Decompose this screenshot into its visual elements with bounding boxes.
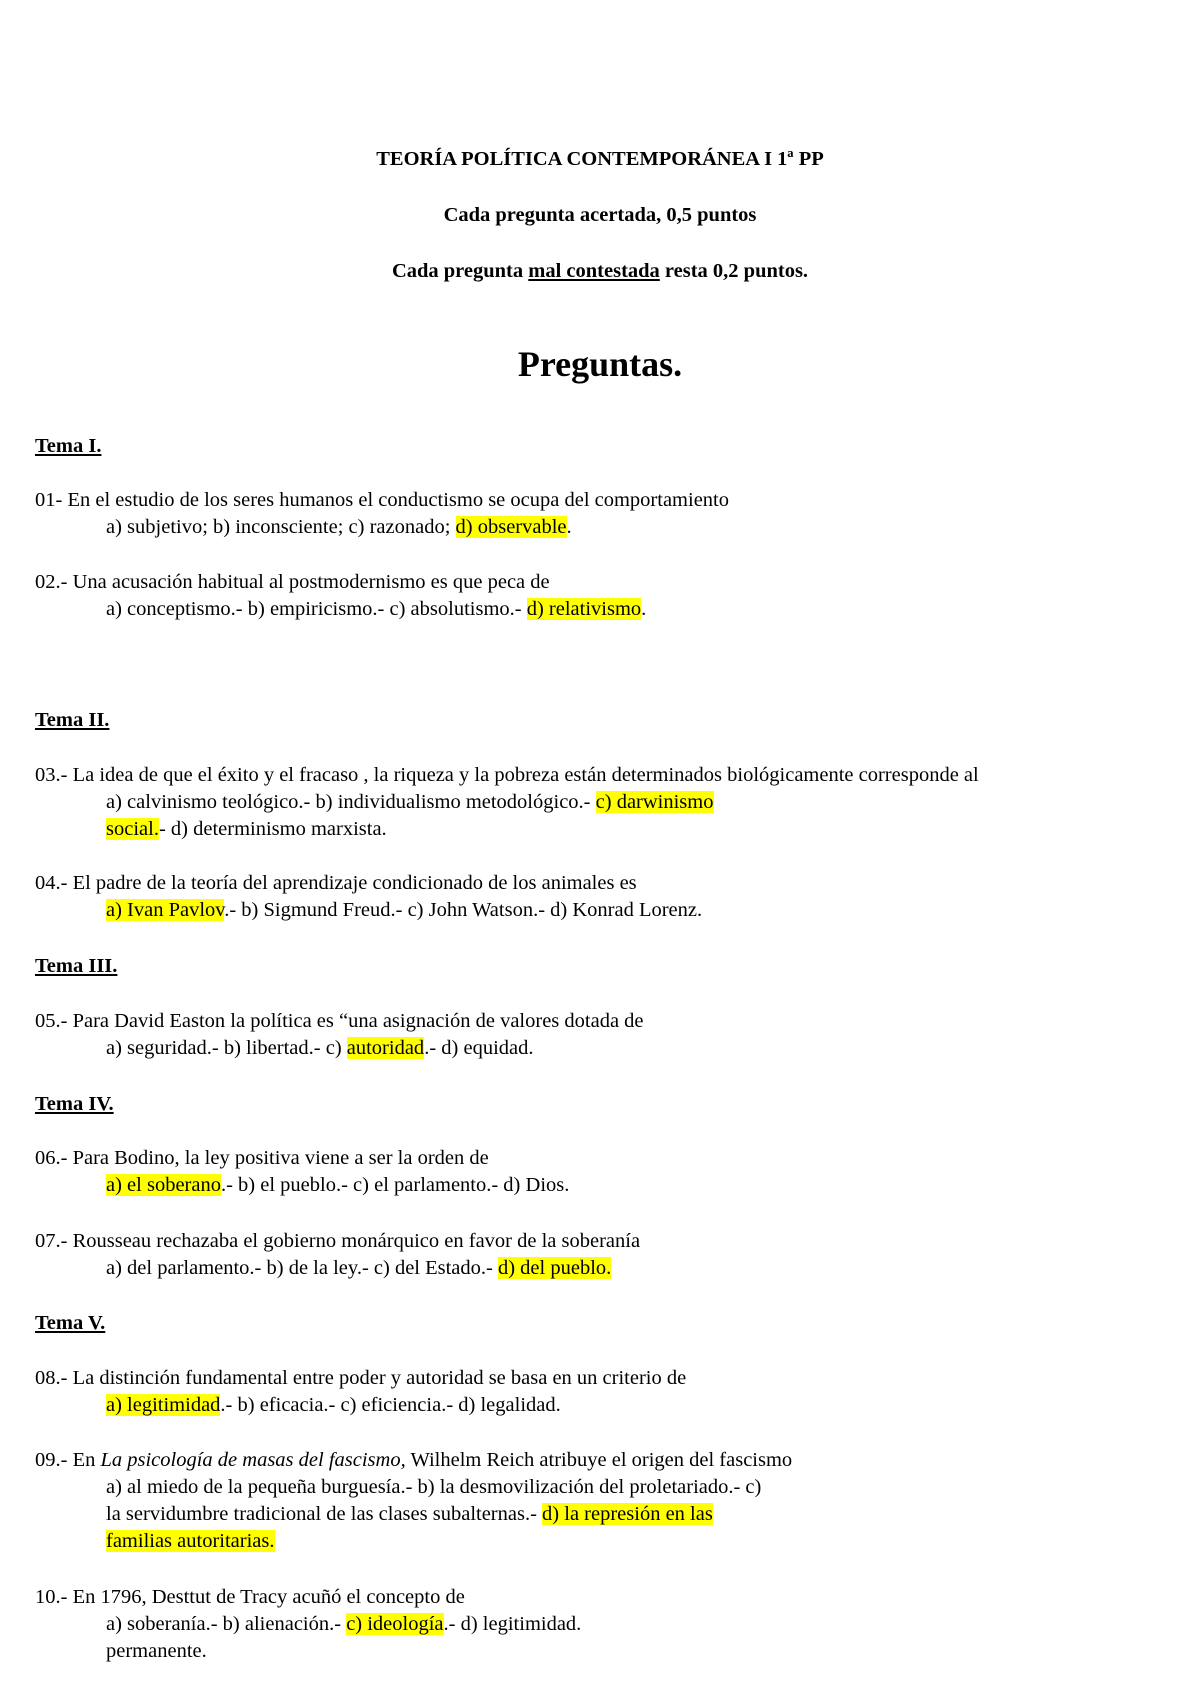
question-07-stem: 07.- Rousseau rechazaba el gobierno monárquico en favor de la soberanía: [35, 1230, 641, 1252]
question-02-stem: 02.- Una acusación habitual al postmodernismo es que peca de: [35, 571, 550, 593]
tema-heading: Tema IV.: [35, 1093, 114, 1115]
question-07-options: a) del parlamento.- b) de la ley.- c) del Estado.- d) del pueblo.: [106, 1257, 612, 1279]
tema-heading: Tema III.: [35, 955, 118, 977]
question-04-options: a) Ivan Pavlov.- b) Sigmund Freud.- c) John Watson.- d) Konrad Lorenz.: [106, 899, 703, 921]
section-heading: Preguntas.: [517, 344, 683, 384]
scoring-rule-wrong: Cada pregunta mal contestada resta 0,2 puntos.: [391, 260, 809, 282]
question-05-stem: 05.- Para David Easton la política es “una asignación de valores dotada de: [35, 1010, 644, 1032]
question-04-stem: 04.- El padre de la teoría del aprendizaje condicionado de los animales es: [35, 872, 637, 894]
tema-heading: Tema I.: [35, 435, 102, 457]
question-10-options-cont: permanente.: [106, 1640, 207, 1662]
question-06-stem: 06.- Para Bodino, la ley positiva viene a ser la orden de: [35, 1147, 489, 1169]
tema-heading: Tema V.: [35, 1312, 106, 1334]
question-01-stem: 01- En el estudio de los seres humanos el conductismo se ocupa del comportamiento: [35, 489, 729, 511]
question-10-stem: 10.- En 1796, Desttut de Tracy acuñó el concepto de: [35, 1586, 465, 1608]
question-05-options: a) seguridad.- b) libertad.- c) autoridad.- d) equidad.: [106, 1037, 534, 1059]
question-01-options: a) subjetivo; b) inconsciente; c) razonado; d) observable.: [106, 516, 572, 538]
question-09-options: a) al miedo de la pequeña burguesía.- b) la desmovilización del proletariado.- c): [106, 1476, 762, 1498]
question-03-options: a) calvinismo teológico.- b) individualismo metodológico.- c) darwinismo: [106, 791, 714, 813]
question-06-options: a) el soberano.- b) el pueblo.- c) el parlamento.- d) Dios.: [106, 1174, 570, 1196]
scoring-rule-correct: Cada pregunta acertada, 0,5 puntos: [443, 204, 757, 226]
question-10-options: a) soberanía.- b) alienación.- c) ideología.- d) legitimidad.: [106, 1613, 582, 1635]
exam-title: TEORÍA POLÍTICA CONTEMPORÁNEA I 1ª PP: [376, 148, 824, 170]
question-08-options: a) legitimidad.- b) eficacia.- c) eficiencia.- d) legalidad.: [106, 1394, 561, 1416]
question-09-options-cont: la servidumbre tradicional de las clases subalternas.- d) la represión en las: [106, 1503, 713, 1525]
question-09-stem: 09.- En La psicología de masas del fascismo, Wilhelm Reich atribuye el origen del fascismo: [35, 1449, 793, 1471]
question-02-options: a) conceptismo.- b) empiricismo.- c) absolutismo.- d) relativismo.: [106, 598, 647, 620]
tema-heading: Tema II.: [35, 709, 110, 731]
question-03-stem: 03.- La idea de que el éxito y el fracaso , la riqueza y la pobreza están determinados biológicamente corresponde al: [35, 764, 979, 786]
question-09-options-cont: familias autoritarias.: [106, 1530, 275, 1552]
question-08-stem: 08.- La distinción fundamental entre poder y autoridad se basa en un criterio de: [35, 1367, 687, 1389]
question-03-options-cont: social.- d) determinismo marxista.: [106, 818, 387, 840]
